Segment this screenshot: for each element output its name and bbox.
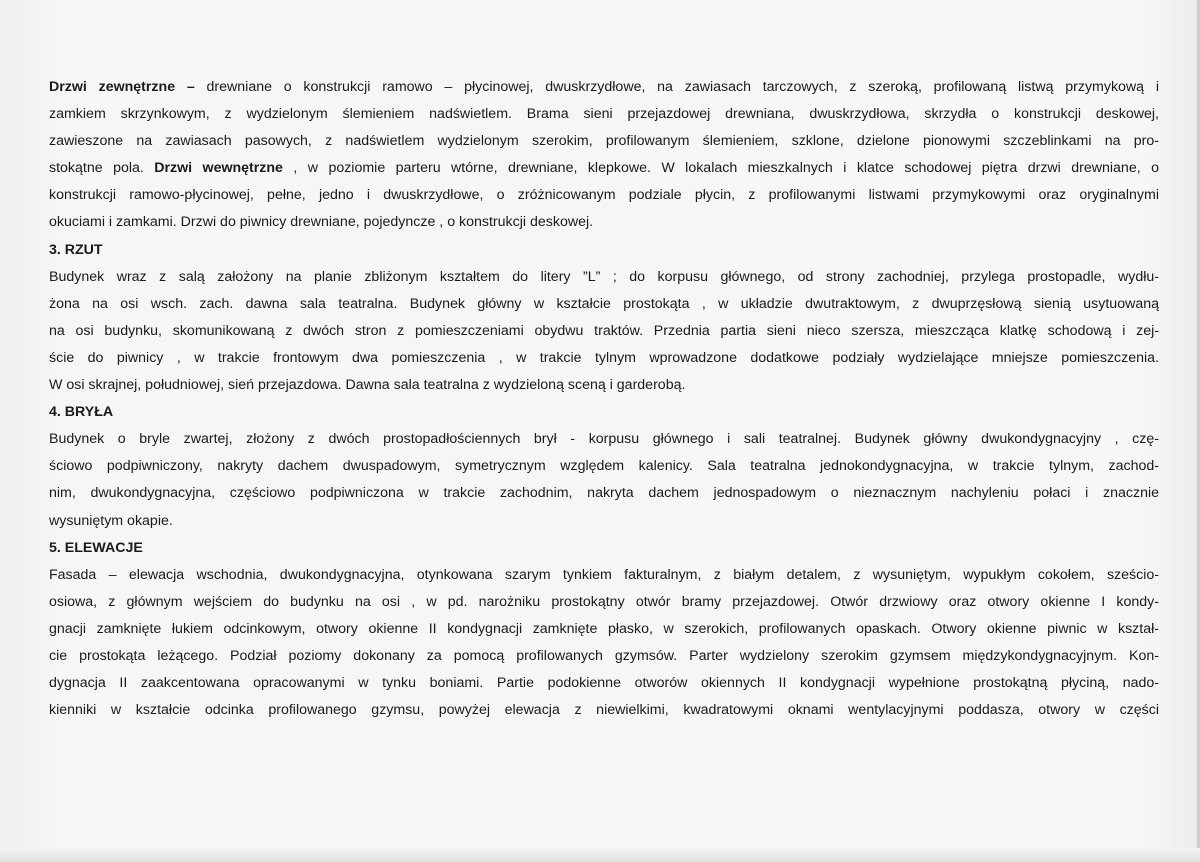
text-line: konstrukcji ramowo-płycinowej, pełne, jedno i dwuskrzydłowe, o zróżnicowanym podziale płycin, z profilowanymi listwami przymykowymi oraz oryginalnymi (49, 187, 1159, 204)
text-line: cie prostokąta leżącego. Podział poziomy dokonany za pomocą profilowanych gzymsów. Parter wydzielony szerokim gzymsem międzykondygnacyjnym. Kon- (49, 647, 1159, 664)
text-line: nim, dwukondygnacyjna, częściowo podpiwniczona w trakcie zachodnim, nakryta dachem jednospadowym o nieznacznym nachyleniu połaci i znacznie (49, 485, 1159, 502)
section-heading-rzut: 3. RZUT (49, 241, 103, 258)
text-line: Budynek wraz z salą założony na planie zbliżonym kształtem do litery ”L” ; do korpusu głównego, od strony zachodniej, przylega prostopadle, wydłu- (49, 268, 1159, 285)
text-line: Budynek o bryle zwartej, złożony z dwóch prostopadłościennych brył - korpusu głównego i sali teatralnej. Budynek główny dwukondygnacyjny , czę- (49, 431, 1159, 448)
section-heading-elewacje: 5. ELEWACJE (49, 539, 143, 556)
bold-term: Drzwi wewnętrzne (154, 160, 283, 177)
bold-term: Drzwi zewnętrzne – (49, 79, 195, 95)
text-line: zamkiem skrzynkowym, z wydzielonym ślemieniem nadświetlem. Brama sieni przejazdowej drewniana, dwuskrzydłowa, skrzydła o konstrukcji deskowej, (49, 106, 1159, 123)
text-line: Drzwi zewnętrzne – drewniane o konstrukcji ramowo – płycinowej, dwuskrzydłowe, na zawiasach tarczowych, z szeroką, profilowaną listwą przymykową i (49, 79, 1159, 95)
text-line: żona na osi wsch. zach. dawna sala teatralna. Budynek główny w kształcie prostokąta , w układzie dwutraktowym, z dwuprzęsłową sienią usytuowaną (49, 295, 1159, 312)
section-heading-bryla: 4. BRYŁA (49, 404, 114, 421)
text-line: wysuniętym okapie. (49, 512, 173, 529)
text-line: okuciami i zamkami. Drzwi do piwnicy drewniane, pojedyncze , o konstrukcji deskowej. (49, 214, 594, 231)
text-line: ściowo podpiwniczony, nakryty dachem dwuspadowym, symetrycznym względem kalenicy. Sala teatralna jednokondygnacyjna, w trakcie tylnym, zachod- (49, 458, 1159, 475)
text-line: Fasada – elewacja wschodnia, dwukondygnacyjna, otynkowana szarym tynkiem fakturalnym, z białym detalem, z wysuniętym, wypukłym cokołem, sześcio- (49, 566, 1159, 583)
text-line: osiowa, z głównym wejściem do budynku na osi , w pd. narożniku prostokątny otwór bramy przejazdowej. Otwór drzwiowy oraz otwory okienne I kondy- (49, 593, 1159, 610)
document-body (49, 74, 1159, 724)
text-line: stokątne pola. Drzwi wewnętrzne , w poziomie parteru wtórne, drewniane, klepkowe. W lokalach mieszkalnych i klatce schodowej piętra drzwi drewniane, o (49, 160, 1159, 177)
text-line: W osi skrajnej, południowej, sień przejazdowa. Dawna sala teatralna z wydzieloną sceną i garderobą. (49, 377, 686, 394)
text-line: kienniki w kształcie odcinka profilowanego gzymsu, powyżej elewacja z niewielkimi, kwadratowymi oknami wentylacyjnymi poddasza, otwory w części (49, 702, 1159, 719)
page-edge-bottom (0, 848, 1200, 862)
text-line: ście do piwnicy , w trakcie frontowym dwa pomieszczenia , w trakcie tylnym wprowadzone dodatkowe podziały wydzielające mniejsze pomieszczenia. (49, 349, 1159, 366)
text-line: gnacji zamknięte łukiem odcinkowym, otwory okienne II kondygnacji zamknięte płasko, w szerokich, profilowanych opaskach. Otwory okienne piwnic w kształ- (49, 620, 1159, 637)
text-line: zawieszone na zawiasach pasowych, z nadświetlem wydzielonym szerokim, profilowanym ślemieniem, szklone, dzielone pionowymi szczeblinkami na pro- (49, 133, 1159, 150)
text-line: na osi budynku, skomunikowaną z dwóch stron z pomieszczeniami obydwu traktów. Przednia partia sieni nieco szersza, mieszcząca klatkę schodową i zej- (49, 322, 1159, 339)
text-line: dygnacja II zaakcentowana opracowanymi w tynku boniami. Partie podokienne otworów okiennych II kondygnacji wypełnione prostokątną płyciną, nado- (49, 675, 1159, 692)
